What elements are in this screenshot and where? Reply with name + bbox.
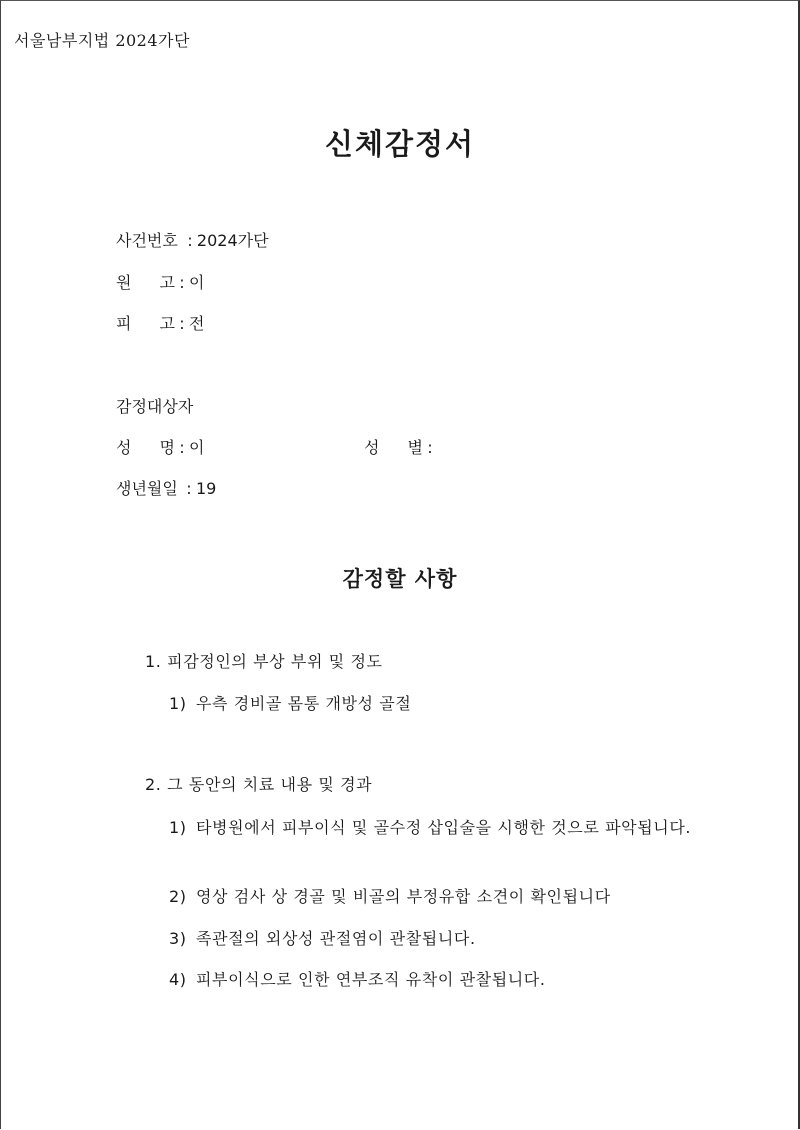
plaintiff-label bbox=[116, 273, 175, 293]
name-value: 이 bbox=[189, 438, 205, 457]
dob-value: 19 bbox=[196, 479, 217, 498]
section-title: 감정할 사항 bbox=[342, 567, 458, 591]
subject-sex-row bbox=[364, 438, 437, 458]
separator: : bbox=[179, 314, 185, 333]
defendant-label bbox=[116, 314, 175, 334]
subitem-text: 피부이식으로 인한 연부조직 유착이 관찰됩니다. bbox=[196, 970, 546, 989]
item-number: 2. bbox=[145, 775, 162, 794]
list-item bbox=[145, 646, 383, 677]
defendant-label-part: 고 bbox=[159, 314, 175, 333]
sub-list-item bbox=[169, 687, 714, 720]
name-label bbox=[116, 438, 175, 458]
separator: : bbox=[179, 438, 185, 457]
sub-list-item bbox=[169, 922, 714, 955]
subitem-text: 우측 경비골 몸통 개방성 골절 bbox=[196, 694, 412, 713]
subitem-text: 족관절의 외상성 관절염이 관찰됩니다. bbox=[196, 929, 476, 948]
item-text: 피감정인의 부상 부위 및 정도 bbox=[167, 652, 383, 671]
subitem-number: 2) bbox=[169, 887, 187, 906]
subject-name-row bbox=[116, 438, 204, 458]
sub-list-item bbox=[169, 880, 714, 913]
sex-label-part: 성 bbox=[364, 438, 380, 457]
defendant-value: 전 bbox=[189, 314, 205, 333]
name-label-part: 명 bbox=[159, 438, 175, 457]
document-title: 신체감정서 bbox=[324, 127, 476, 161]
subitem-number: 4) bbox=[169, 970, 187, 989]
sub-list-item bbox=[169, 811, 714, 844]
name-label-part: 성 bbox=[116, 438, 132, 457]
sex-label-part: 별 bbox=[407, 438, 423, 457]
list-item bbox=[145, 769, 372, 800]
defendant-row bbox=[116, 314, 204, 334]
subitem-number: 3) bbox=[169, 929, 187, 948]
separator: : bbox=[186, 479, 192, 498]
subitem-number: 1) bbox=[169, 694, 187, 713]
subitem-text: 타병원에서 피부이식 및 골수정 삽입술을 시행한 것으로 파악됩니다. bbox=[196, 818, 692, 837]
subitem-number: 1) bbox=[169, 818, 187, 837]
subitem-text: 영상 검사 상 경골 및 비골의 부정유합 소견이 확인됩니다 bbox=[196, 887, 611, 906]
sex-label bbox=[364, 438, 423, 458]
defendant-label-part: 피 bbox=[116, 314, 132, 333]
plaintiff-label-part: 원 bbox=[116, 273, 132, 292]
separator: : bbox=[427, 438, 433, 457]
case-number-label: 사건번호 bbox=[116, 231, 178, 250]
dob-label: 생년월일 bbox=[116, 479, 178, 498]
court-stamp: 서울남부지법 2024가단 bbox=[14, 31, 190, 50]
plaintiff-value: 이 bbox=[189, 273, 205, 292]
case-number-value: 2024가단 bbox=[196, 231, 269, 250]
case-number-row bbox=[116, 231, 269, 251]
item-number: 1. bbox=[145, 652, 162, 671]
separator: : bbox=[187, 231, 193, 250]
subject-dob-row bbox=[116, 479, 216, 499]
sub-list-item bbox=[169, 963, 714, 996]
subject-heading: 감정대상자 bbox=[116, 397, 194, 416]
item-text: 그 동안의 치료 내용 및 경과 bbox=[167, 775, 373, 794]
plaintiff-row bbox=[116, 273, 204, 293]
separator: : bbox=[179, 273, 185, 292]
plaintiff-label-part: 고 bbox=[159, 273, 175, 292]
